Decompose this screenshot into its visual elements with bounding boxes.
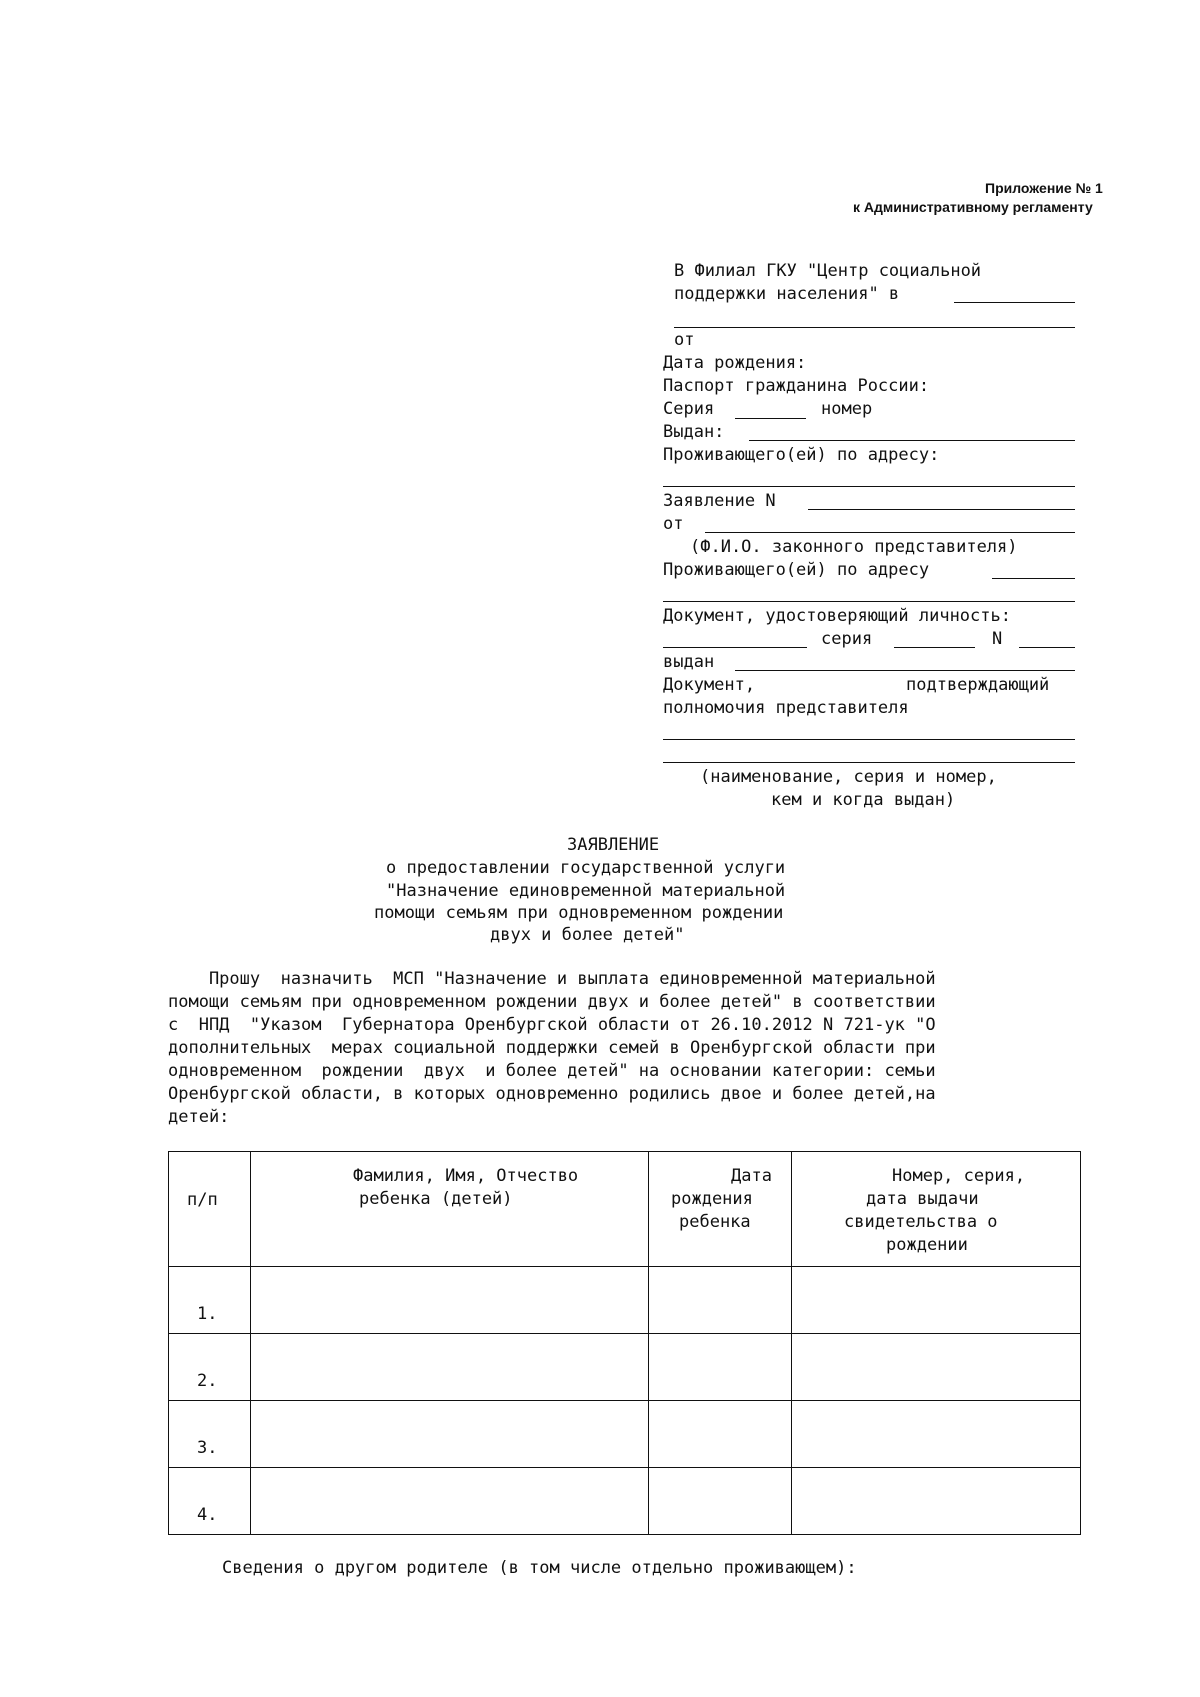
residing-field-line-2 [992, 578, 1075, 579]
appendix-line-1: Приложение № 1 [985, 180, 1103, 196]
birth-date-label: Дата рождения: [663, 353, 807, 373]
header-cert-line-3: свидетельства о [844, 1212, 998, 1232]
body-line-5: одновременном рождении двух и более детей" на основании категории: семьи [168, 1061, 936, 1081]
table-header-row [169, 1152, 1081, 1267]
passport-label: Паспорт гражданина России: [663, 376, 930, 396]
branch-field-line [954, 302, 1075, 303]
body-line-2: помощи семьям при одновременном рождении двух и более детей" в соответствии [168, 992, 936, 1012]
table-row [169, 1401, 1081, 1468]
header-birth-line-1: Дата [731, 1166, 772, 1186]
row-number [169, 1267, 251, 1334]
application-number-label: Заявление N [663, 491, 776, 511]
body-line-6: Оренбургской области, в которых одновременно родились двое и более детей,на [168, 1084, 936, 1104]
application-number-line [808, 509, 1075, 510]
child-name-cell [251, 1267, 649, 1334]
child-certificate-cell [792, 1267, 1081, 1334]
id-document-label: Документ, удостоверяющий личность: [663, 606, 1011, 626]
n-field-line [1019, 647, 1075, 648]
child-certificate-cell [792, 1334, 1081, 1401]
child-name-cell [251, 1334, 649, 1401]
child-certificate-cell [792, 1401, 1081, 1468]
header-certificate [792, 1152, 1081, 1267]
child-birth-date-cell [649, 1267, 792, 1334]
issued-field-line [749, 440, 1075, 441]
children-table [168, 1151, 1081, 1535]
body-line-1: Прошу назначить МСП "Назначение и выплата единовременной материальной [168, 969, 936, 989]
header-name-line-2: ребенка (детей) [359, 1189, 513, 1209]
number-label: номер [821, 399, 873, 419]
auth-doc-field-line [663, 739, 1075, 740]
title-heading: ЗАЯВЛЕНИЕ [567, 835, 660, 855]
row-number [169, 1401, 251, 1468]
title-line-2: "Назначение единовременной материальной [386, 881, 786, 901]
child-name-cell [251, 1468, 649, 1535]
auth-doc-word-1: Документ, [663, 675, 756, 695]
body-line-7: детей: [168, 1107, 230, 1127]
legal-rep-line [705, 532, 1075, 533]
title-line-3: помощи семьям при одновременном рождении [374, 903, 784, 923]
residing-label-2: Проживающего(ей) по адресу [663, 560, 930, 580]
auth-doc-field-line-2 [663, 762, 1075, 763]
row-number-label: 1. [197, 1304, 218, 1324]
header-cert-line-4: рождении [886, 1235, 968, 1255]
child-birth-date-cell [649, 1468, 792, 1535]
title-line-1: о предоставлении государственной услуги [386, 858, 786, 878]
branch-field-line-2 [674, 327, 1075, 328]
header-birth-line-2: рождения [671, 1189, 753, 1209]
row-number [169, 1334, 251, 1401]
header-num [169, 1152, 251, 1267]
series-field-line [735, 418, 806, 419]
header-name [251, 1152, 649, 1267]
doc-caption-line-2: кем и когда выдан) [771, 790, 956, 810]
row-number [169, 1468, 251, 1535]
issued-label-2: выдан [663, 652, 715, 672]
header-name-line-1: Фамилия, Имя, Отчество [353, 1166, 579, 1186]
addressee-to-line-1: В Филиал ГКУ "Центр социальной [674, 261, 982, 281]
body-line-4: дополнительных мерах социальной поддержки семей в Оренбургской области при [168, 1038, 936, 1058]
auth-doc-word-2: подтверждающий [906, 675, 1050, 695]
legal-rep-caption: (Ф.И.О. законного представителя) [690, 537, 1018, 557]
child-certificate-cell [792, 1468, 1081, 1535]
child-name-cell [251, 1401, 649, 1468]
row-number-label: 2. [197, 1371, 218, 1391]
series-label: Серия [663, 399, 715, 419]
other-parent-label: Сведения о другом родителе (в том числе отдельно проживающем): [222, 1558, 857, 1578]
child-birth-date-cell [649, 1334, 792, 1401]
appendix-line-2: к Административному регламенту [853, 199, 1093, 215]
series-label-2: серия [821, 629, 873, 649]
table-row [169, 1267, 1081, 1334]
row-number-label: 3. [197, 1438, 218, 1458]
table-row [169, 1468, 1081, 1535]
id-document-field-line [663, 647, 807, 648]
n-label: N [992, 629, 1003, 649]
title-line-4: двух и более детей" [490, 925, 685, 945]
header-num-label: п/п [187, 1190, 218, 1210]
header-birth [649, 1152, 792, 1267]
row-number-label: 4. [197, 1505, 218, 1525]
doc-caption-line-1: (наименование, серия и номер, [700, 767, 997, 787]
header-cert-line-2: дата выдачи [866, 1189, 979, 1209]
address-field-line [663, 486, 1075, 487]
header-birth-line-3: ребенка [679, 1212, 751, 1232]
body-line-3: с НПД "Указом Губернатора Оренбургской области от 26.10.2012 N 721-ук "О [168, 1015, 936, 1035]
series-field-line-2 [894, 647, 975, 648]
issued-label: Выдан: [663, 422, 725, 442]
from-label-2: от [663, 514, 684, 534]
addressee-to-line-2: поддержки населения" в [674, 284, 900, 304]
from-label: от [674, 330, 695, 350]
auth-doc-line-2: полномочия представителя [663, 698, 909, 718]
issued-field-line-2 [735, 670, 1075, 671]
table-row [169, 1334, 1081, 1401]
residing-label: Проживающего(ей) по адресу: [663, 445, 940, 465]
address-field-line-2 [663, 601, 1075, 602]
header-cert-line-1: Номер, серия, [892, 1166, 1026, 1186]
child-birth-date-cell [649, 1401, 792, 1468]
